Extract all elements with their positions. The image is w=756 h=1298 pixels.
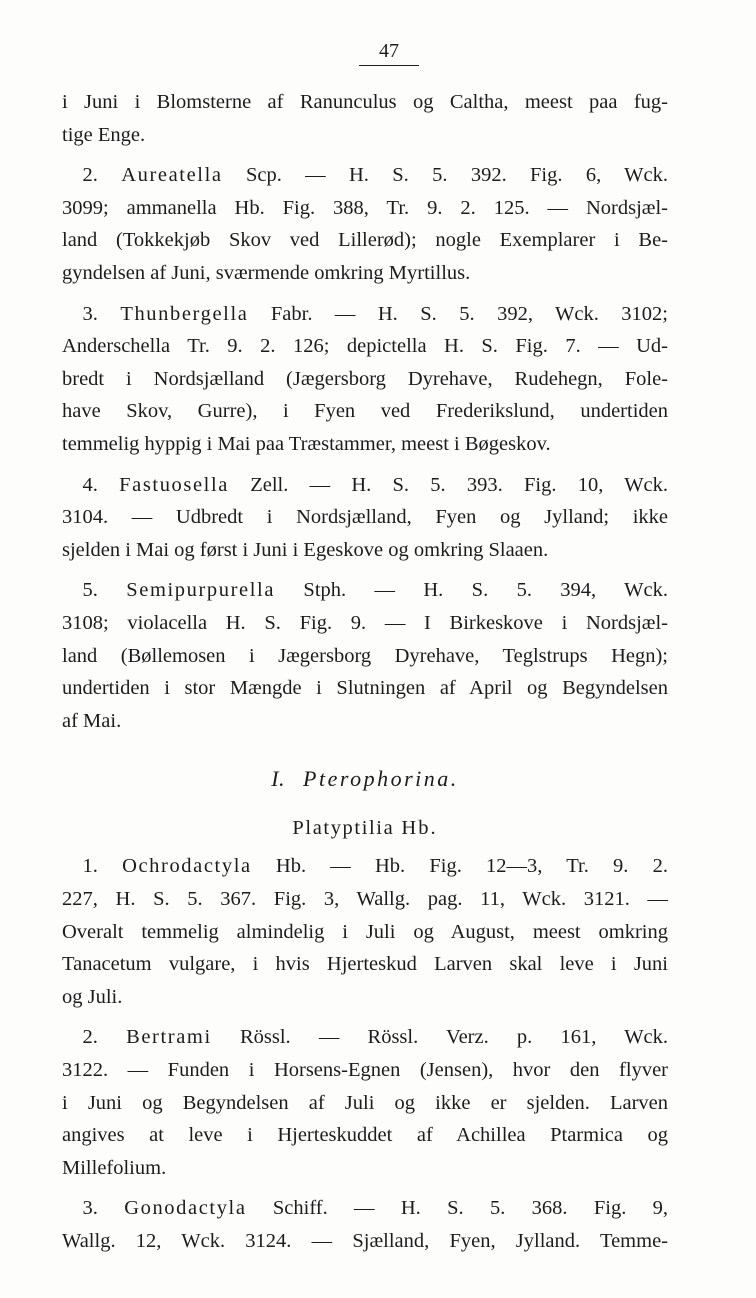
species-name: Fastuosella — [119, 473, 229, 496]
entry-number: 3. — [82, 1197, 98, 1220]
entry-number: 2. — [82, 1026, 98, 1049]
entry-citation: Stph. — H. S. 5. 394, Wck. — [303, 579, 669, 602]
species-name: Bertrami — [126, 1026, 212, 1049]
entry-first-line — [62, 574, 668, 607]
text-line: Overalt temmelig almindelig i Juli og August, meest omkring — [62, 920, 668, 943]
paragraph-7 — [62, 1021, 668, 1184]
text-line: gyndelsen af Juni, sværmende omkring Myrtillus. — [62, 261, 471, 284]
text-line: 3122. — Funden i Horsens-Egnen (Jensen), hvor den flyver — [62, 1059, 668, 1082]
text-line: land (Tokkekjøb Skov ved Lillerød); nogle Exemplarer i Be- — [62, 229, 668, 252]
entry-number: 4. — [82, 473, 98, 496]
text-line: 3099; ammanella Hb. Fig. 388, Tr. 9. 2. 125. — Nordsjæl- — [62, 196, 668, 219]
text-line: tige Enge. — [62, 123, 146, 146]
text-line: land (Bøllemosen i Jægersborg Dyrehave, Teglstrups Hegn); — [62, 644, 668, 667]
text-line: af Mai. — [62, 709, 122, 732]
section-title: Pterophorina. — [303, 766, 459, 792]
paragraph-8 — [62, 1192, 668, 1257]
paragraph-5 — [62, 574, 668, 737]
text-line: undertiden i stor Mængde i Slutningen af April og Begyndelsen — [62, 677, 668, 700]
entry-first-line — [62, 159, 668, 192]
section-heading — [62, 763, 668, 796]
text-line: angives at leve i Hjerteskuddet af Achillea Ptarmica og — [62, 1124, 668, 1147]
genus-name: Platyptilia — [292, 816, 395, 839]
species-name: Ochrodactyla — [122, 855, 252, 878]
genus-heading — [62, 812, 668, 845]
text-line: Anderschella Tr. 9. 2. 126; depictella H. S. Fig. 7. — Ud- — [62, 335, 668, 358]
text-line: i Juni og Begyndelsen af Juli og ikke er sjelden. Larven — [62, 1091, 668, 1114]
text-line: Wallg. 12, Wck. 3124. — Sjælland, Fyen, Jylland. Temme- — [62, 1230, 668, 1252]
paragraph-6 — [62, 850, 668, 1013]
entry-citation: Scp. — H. S. 5. 392. Fig. 6, Wck. — [245, 164, 669, 187]
text-line: 3104. — Udbredt i Nordsjælland, Fyen og Jylland; ikke — [62, 506, 668, 529]
entry-citation: Fabr. — H. S. 5. 392, Wck. 3102; — [270, 302, 668, 325]
entry-first-line — [62, 1192, 668, 1225]
paragraph-3 — [62, 298, 668, 461]
entry-first-line — [62, 298, 668, 331]
entry-citation: Schiff. — H. S. 5. 368. Fig. 9, — [272, 1197, 669, 1220]
text-line: Millefolium. — [62, 1156, 167, 1179]
section-letter: I. — [271, 766, 286, 792]
entry-number: 5. — [82, 579, 98, 602]
entry-number: 3. — [82, 302, 98, 325]
paragraph-2 — [62, 159, 668, 289]
entry-number: 1. — [82, 855, 98, 878]
page-body — [62, 86, 668, 1258]
text-line: 3108; violacella H. S. Fig. 9. — I Birkeskove i Nordsjæl- — [62, 611, 668, 634]
entry-first-line — [62, 1021, 668, 1054]
species-name: Aureatella — [121, 164, 223, 187]
entry-first-line — [62, 469, 668, 502]
species-name: Gonodactyla — [124, 1197, 247, 1220]
species-name: Thunbergella — [120, 302, 249, 325]
entry-citation: Hb. — Hb. Fig. 12—3, Tr. 9. 2. — [275, 855, 668, 878]
entry-first-line — [62, 850, 668, 883]
text-line: og Juli. — [62, 985, 123, 1008]
paragraph-1 — [62, 86, 668, 151]
page-number: 47 — [0, 40, 756, 66]
text-line: Tanacetum vulgare, i hvis Hjerteskud Larven skal leve i Juni — [62, 953, 668, 976]
text-line: sjelden i Mai og først i Juni i Egeskove og omkring Slaaen. — [62, 538, 549, 561]
text-line: temmelig hyppig i Mai paa Træstammer, meest i Bøgeskov. — [62, 432, 551, 455]
text-line: bredt i Nordsjælland (Jægersborg Dyrehave, Rudehegn, Fole- — [62, 367, 668, 390]
entry-citation: Rössl. — Rössl. Verz. p. 161, Wck. — [239, 1026, 669, 1049]
text-line: 227, H. S. 5. 367. Fig. 3, Wallg. pag. 11, Wck. 3121. — — [62, 888, 668, 911]
genus-author: Hb. — [401, 816, 438, 839]
entry-citation: Zell. — H. S. 5. 393. Fig. 10, Wck. — [250, 473, 669, 496]
paragraph-4 — [62, 469, 668, 567]
entry-number: 2. — [82, 164, 98, 187]
text-line: have Skov, Gurre), i Fyen ved Frederikslund, undertiden — [62, 400, 668, 423]
text-line: i Juni i Blomsterne af Ranunculus og Caltha, meest paa fug- — [62, 91, 668, 113]
species-name: Semipurpurella — [126, 579, 276, 602]
